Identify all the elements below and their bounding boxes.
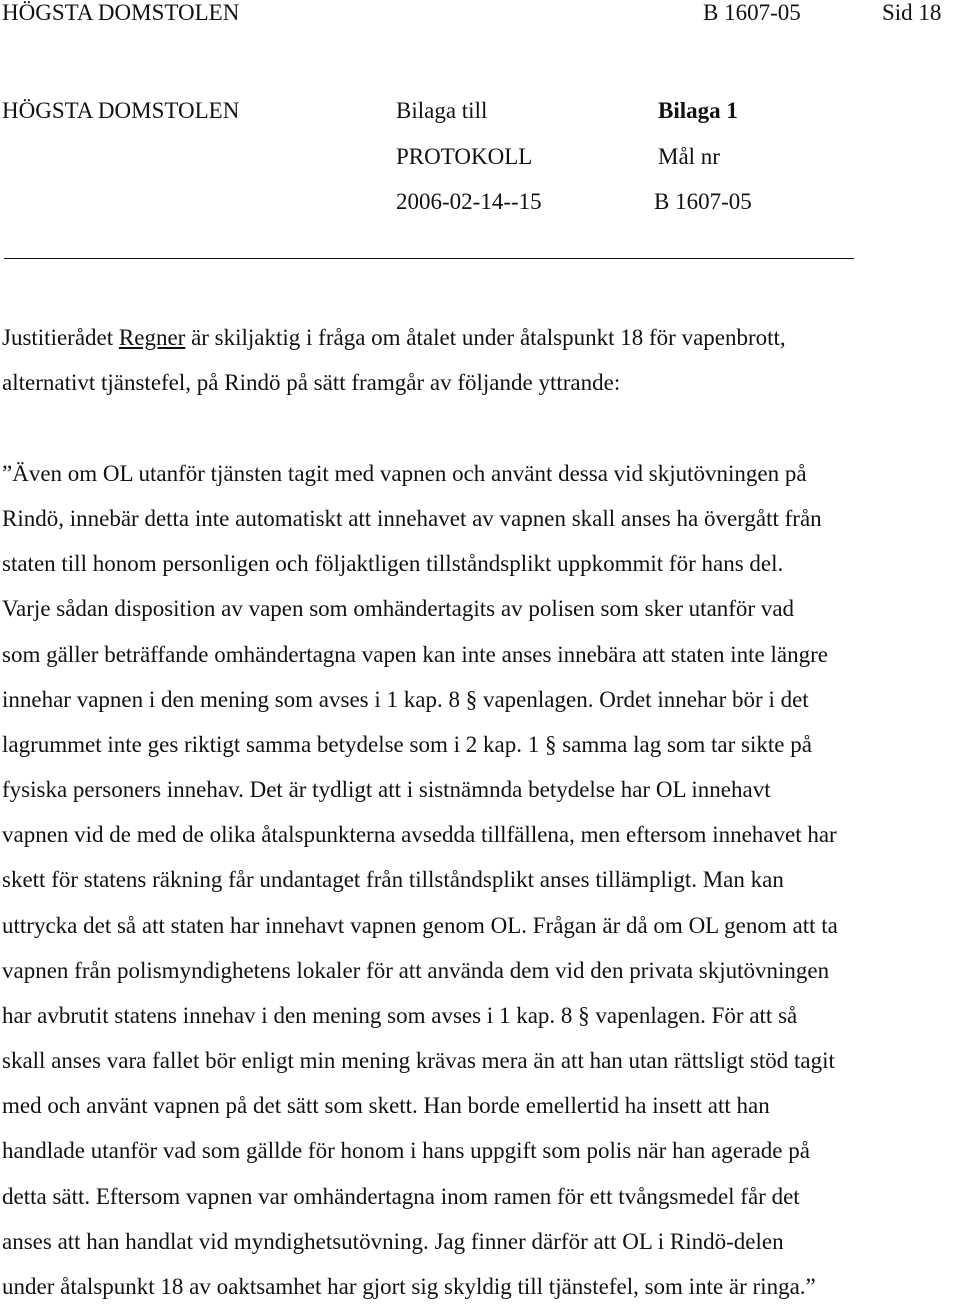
running-header-court: HÖGSTA DOMSTOLEN [2, 0, 240, 25]
header-divider [4, 258, 854, 259]
statement-line: skett för statens räkning får undantaget från tillståndsplikt anses tillämpligt. Man kan [2, 867, 784, 892]
statement-line: lagrummet inte ges riktigt samma betydelse som i 2 kap. 1 § samma lag som tar sikte på [2, 732, 812, 757]
statement-line: som gäller beträffande omhändertagna vapen kan inte anses innebära att staten inte längre [2, 642, 828, 667]
letterhead-case-number: B 1607-05 [654, 189, 752, 214]
statement-line: detta sätt. Eftersom vapnen var omhändertagna inom ramen för ett tvångsmedel får det [2, 1184, 800, 1209]
statement-line: handlade utanför vad som gällde för honom i hans uppgift som polis när han agerade på [2, 1138, 810, 1163]
intro-text-after-name: är skiljaktig i fråga om åtalet under åtalspunkt 18 för vapenbrott, [185, 325, 786, 350]
statement-line: staten till honom personligen och följaktligen tillståndsplikt uppkommit för hans del. [2, 551, 784, 576]
letterhead-bilaga-till: Bilaga till [396, 98, 488, 123]
intro-line-1 [2, 325, 786, 351]
running-header-case-number: B 1607-05 [703, 0, 801, 25]
statement-line: innehar vapnen i den mening som avses i 1 kap. 8 § vapenlagen. Ordet innehar bör i det [2, 687, 809, 712]
justice-name: Regner [118, 325, 186, 350]
statement-line: Rindö, innebär detta inte automatiskt att innehavet av vapnen skall anses ha övergått från [2, 506, 822, 531]
statement-line: har avbrutit statens innehav i den mening som avses i 1 kap. 8 § vapenlagen. För att så [2, 1003, 798, 1028]
statement-line: uttrycka det så att staten har innehavt vapnen genom OL. Frågan är då om OL genom att ta [2, 913, 838, 938]
statement-line: ”Även om OL utanför tjänsten tagit med vapnen och använt dessa vid skjutövningen på [2, 461, 807, 486]
statement-line: skall anses vara fallet bör enligt min mening krävas mera än att han utan rättsligt stöd tagit [2, 1048, 835, 1073]
letterhead-court: HÖGSTA DOMSTOLEN [2, 98, 240, 123]
letterhead-date: 2006-02-14--15 [396, 189, 542, 214]
running-header-page-number: Sid 18 [882, 0, 942, 25]
statement-line: fysiska personers innehav. Det är tydligt att i sistnämnda betydelse har OL innehavt [2, 777, 771, 802]
intro-line-2: alternativt tjänstefel, på Rindö på sätt framgår av följande yttrande: [2, 370, 621, 395]
letterhead-bilaga-number: Bilaga 1 [658, 98, 738, 123]
letterhead-mal-nr-label: Mål nr [658, 144, 720, 169]
letterhead-protokoll: PROTOKOLL [396, 144, 533, 169]
statement-line: Varje sådan disposition av vapen som omhändertagits av polisen som sker utanför vad [2, 596, 795, 621]
statement-line: under åtalspunkt 18 av oaktsamhet har gjort sig skyldig till tjänstefel, som inte är ringa.” [2, 1274, 816, 1299]
statement-line: vapnen vid de med de olika åtalspunkterna avsedda tillfällena, men eftersom innehavet har [2, 822, 837, 847]
statement-line: vapnen från polismyndighetens lokaler för att använda dem vid den privata skjutövningen [2, 958, 830, 983]
statement-line: anses att han handlat vid myndighetsutövning. Jag finner därför att OL i Rindö-delen [2, 1229, 784, 1254]
statement-line: med och använt vapnen på det sätt som skett. Han borde emellertid ha insett att han [2, 1093, 770, 1118]
intro-text-before-name: Justitierådet [2, 325, 119, 350]
